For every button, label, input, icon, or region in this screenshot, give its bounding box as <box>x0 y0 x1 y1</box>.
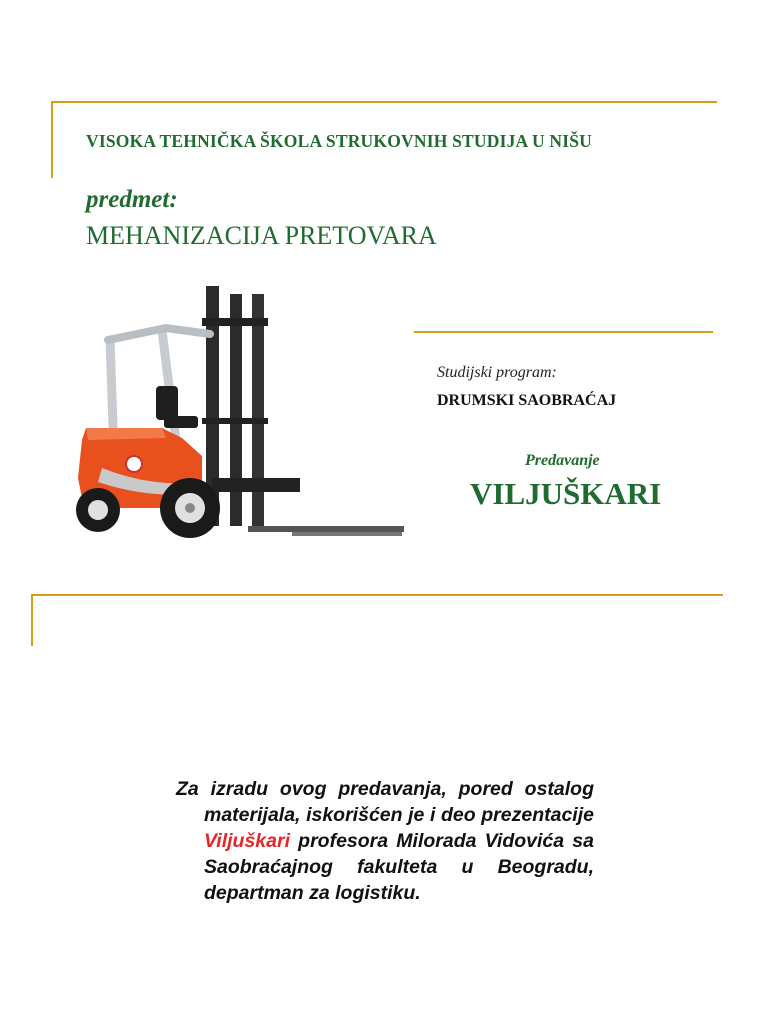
subject-title: MEHANIZACIJA PRETOVARA <box>86 221 437 250</box>
lower-rule-vertical <box>31 594 33 646</box>
lower-rule-horizontal <box>31 594 723 596</box>
acknowledgement-note <box>176 776 594 906</box>
note-highlight: Viljuškari <box>204 830 290 852</box>
forklift-image <box>62 278 414 548</box>
study-program-name: DRUMSKI SAOBRAĆAJ <box>437 392 617 409</box>
lecture-title: VILJUŠKARI <box>470 476 662 511</box>
top-rule-vertical <box>51 101 53 178</box>
top-rule-horizontal <box>51 101 717 103</box>
lecture-label: Predavanje <box>525 452 600 469</box>
school-name: VISOKA TEHNIČKA ŠKOLA STRUKOVNIH STUDIJA U NIŠU <box>86 131 593 151</box>
study-program-label: Studijski program: <box>437 364 557 381</box>
note-text-start: Za izradu ovog predavanja, pored ostalog materijala, iskorišćen je i deo prezentacije <box>176 778 594 826</box>
middle-rule <box>414 331 713 333</box>
subject-label: predmet: <box>86 186 178 213</box>
note-text-end: profesora Milorada Vidovića sa Saobraćajnog fakulteta u Beogradu, departman za logistiku. <box>204 830 594 904</box>
